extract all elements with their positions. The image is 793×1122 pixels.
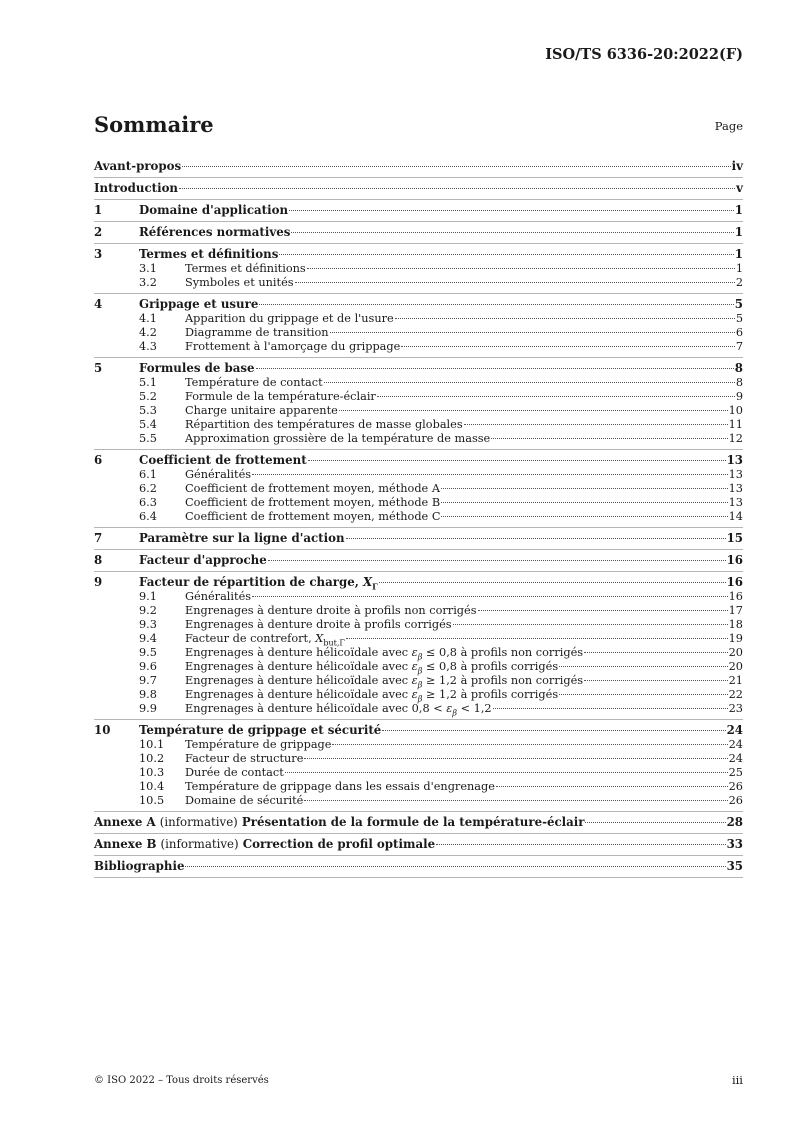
toc-label: Engrenages à denture droite à profils non corrigés — [185, 604, 477, 617]
toc-subentry[interactable] — [94, 590, 743, 604]
toc-page-number: 13 — [728, 482, 743, 495]
toc-subentry[interactable] — [94, 340, 743, 354]
toc-subentry[interactable] — [94, 468, 743, 482]
dot-leader — [330, 332, 735, 333]
toc-label: Paramètre sur la ligne d'action — [139, 531, 345, 545]
dot-leader — [496, 786, 728, 787]
toc-page-number: 18 — [728, 618, 743, 631]
toc-number: 9.8 — [139, 688, 157, 701]
toc-number: 6 — [94, 453, 103, 467]
toc-page-number: 8 — [734, 361, 743, 375]
toc-label: Engrenages à denture hélicoïdale avec $\varepsilon_\beta \ge 1,2$ à profils non corrigés — [185, 674, 584, 690]
dot-leader — [559, 694, 728, 695]
toc-page-number: 15 — [726, 531, 743, 545]
dot-leader — [395, 318, 735, 319]
toc-entry[interactable] — [94, 224, 743, 240]
toc-entry[interactable] — [94, 836, 743, 852]
toc-number: 10.4 — [139, 780, 165, 793]
toc-label: Introduction — [94, 181, 179, 195]
page-number: iii — [731, 1073, 743, 1087]
toc-label: Annexe A (informative) Présentation de la formule de la température-éclair — [94, 815, 585, 829]
toc-group — [94, 528, 743, 550]
toc-number: 5.5 — [139, 432, 157, 445]
toc-group — [94, 156, 743, 178]
toc-label: Coefficient de frottement moyen, méthode C — [185, 510, 441, 523]
toc-label: Engrenages à denture hélicoïdale avec $\varepsilon_\beta \le 0,8$ à profils non corrigés — [185, 646, 584, 662]
toc-subentry[interactable] — [94, 738, 743, 752]
toc-number: 5.1 — [139, 376, 157, 389]
toc-entry[interactable] — [94, 180, 743, 196]
dot-leader — [441, 516, 727, 517]
toc-subentry[interactable] — [94, 376, 743, 390]
toc-page-number: 16 — [728, 590, 743, 603]
toc-page-number: 14 — [728, 510, 743, 523]
dot-leader — [453, 624, 728, 625]
toc-number: 6.2 — [139, 482, 157, 495]
toc-label: Engrenages à denture hélicoïdale avec $\varepsilon_\beta \le 0,8$ à profils corrigés — [185, 660, 559, 676]
toc-label: Diagramme de transition — [185, 326, 329, 339]
dot-leader — [436, 844, 725, 845]
toc-number: 9 — [94, 575, 103, 589]
dot-leader — [182, 166, 730, 167]
toc-page-number: 35 — [726, 859, 743, 873]
toc-entry[interactable] — [94, 814, 743, 830]
toc-label: Apparition du grippage et de l'usure — [185, 312, 394, 325]
toc-page-number: 25 — [728, 766, 743, 779]
toc-subentry[interactable] — [94, 780, 743, 794]
toc-label: Répartition des températures de masse globales — [185, 418, 463, 431]
toc-page-number: 23 — [728, 702, 743, 715]
dot-leader — [478, 610, 728, 611]
toc-page-number: 16 — [726, 575, 743, 589]
toc-label: Facteur de contrefort, $X_{but,\Gamma}$ — [185, 632, 345, 648]
toc-label: Approximation grossière de la température de masse — [185, 432, 491, 445]
toc-label: Formules de base — [139, 361, 255, 375]
dot-leader — [493, 708, 728, 709]
toc-page-number: 20 — [728, 660, 743, 673]
toc-number: 6.4 — [139, 510, 157, 523]
dot-leader — [346, 538, 726, 539]
dot-leader — [339, 410, 728, 411]
dot-leader — [379, 582, 726, 583]
toc-label: Coefficient de frottement moyen, méthode A — [185, 482, 440, 495]
dot-leader — [584, 680, 728, 681]
toc-number: 10 — [94, 723, 111, 737]
toc-page-number: v — [736, 181, 743, 195]
dot-leader — [332, 744, 727, 745]
toc-entry[interactable] — [94, 158, 743, 174]
toc-page-number: 20 — [728, 646, 743, 659]
toc-label: Facteur de répartition de charge, $X_\Gamma$ — [139, 575, 378, 592]
toc-entry[interactable] — [94, 858, 743, 874]
toc-page-number: 13 — [728, 468, 743, 481]
toc-label: Bibliographie — [94, 859, 185, 873]
toc-label: Facteur de structure — [185, 752, 304, 765]
dot-leader — [295, 282, 735, 283]
toc-label: Température de contact — [185, 376, 323, 389]
dot-leader — [179, 188, 735, 189]
dot-leader — [324, 382, 735, 383]
dot-leader — [584, 652, 728, 653]
toc-number: 5.3 — [139, 404, 157, 417]
toc-number: 7 — [94, 531, 103, 545]
toc-subentry[interactable] — [94, 432, 743, 446]
toc-group — [94, 450, 743, 528]
dot-leader — [268, 560, 726, 561]
dot-leader — [185, 866, 725, 867]
toc-subentry[interactable] — [94, 702, 743, 716]
toc-number: 4.1 — [139, 312, 157, 325]
toc-page-number: 21 — [728, 674, 743, 687]
toc-page-number: 1 — [735, 262, 743, 275]
toc-page-number: 19 — [728, 632, 743, 645]
toc-entry[interactable] — [94, 202, 743, 218]
toc-subentry[interactable] — [94, 276, 743, 290]
toc-number: 9.2 — [139, 604, 157, 617]
toc-number: 4.3 — [139, 340, 157, 353]
toc-subentry[interactable] — [94, 646, 743, 660]
toc-subentry[interactable] — [94, 262, 743, 276]
toc-number: 3.2 — [139, 276, 157, 289]
toc-number: 10.1 — [139, 738, 165, 751]
toc-subentry[interactable] — [94, 752, 743, 766]
toc-label: Termes et définitions — [185, 262, 306, 275]
toc-page-number: 13 — [726, 453, 743, 467]
toc-subentry[interactable] — [94, 688, 743, 702]
dot-leader — [289, 210, 734, 211]
toc-group — [94, 294, 743, 358]
toc-label: Annexe B (informative) Correction de profil optimale — [94, 837, 436, 851]
toc-page-number: 12 — [728, 432, 743, 445]
toc-page-number: 33 — [726, 837, 743, 851]
toc-label: Généralités — [185, 590, 252, 603]
toc-page-number: 1 — [734, 247, 743, 261]
toc-label: Formule de la température-éclair — [185, 390, 376, 403]
toc-page-number: 1 — [734, 203, 743, 217]
toc-label: Domaine d'application — [139, 203, 289, 217]
toc-label: Facteur d'approche — [139, 553, 267, 567]
toc-page-number: 13 — [728, 496, 743, 509]
toc-group — [94, 550, 743, 572]
toc-page-number: iv — [731, 159, 743, 173]
toc-entry[interactable] — [94, 452, 743, 468]
dot-leader — [291, 232, 733, 233]
toc-page-number: 16 — [726, 553, 743, 567]
table-of-contents — [94, 156, 743, 878]
toc-subentry[interactable] — [94, 632, 743, 646]
toc-group — [94, 222, 743, 244]
toc-number: 3.1 — [139, 262, 157, 275]
toc-number: 9.7 — [139, 674, 157, 687]
dot-leader — [401, 346, 734, 347]
toc-group — [94, 178, 743, 200]
toc-page-number: 24 — [726, 723, 743, 737]
toc-group — [94, 812, 743, 834]
dot-leader — [304, 758, 727, 759]
toc-page-number: 11 — [728, 418, 743, 431]
toc-page-number: 5 — [735, 312, 743, 325]
toc-entry[interactable] — [94, 530, 743, 546]
toc-entry[interactable] — [94, 574, 743, 590]
toc-number: 6.1 — [139, 468, 157, 481]
toc-label: Engrenages à denture hélicoïdale avec $0,8 < \varepsilon_\beta < 1,2$ — [185, 702, 492, 718]
dot-leader — [585, 822, 725, 823]
toc-label: Durée de contact — [185, 766, 284, 779]
toc-subentry[interactable] — [94, 674, 743, 688]
toc-page-number: 28 — [726, 815, 743, 829]
dot-leader — [285, 772, 728, 773]
toc-page-number: 5 — [734, 297, 743, 311]
toc-label: Termes et définitions — [139, 247, 279, 261]
toc-number: 8 — [94, 553, 103, 567]
toc-number: 10.2 — [139, 752, 165, 765]
toc-page-number: 22 — [728, 688, 743, 701]
toc-number: 9.5 — [139, 646, 157, 659]
toc-number: 6.3 — [139, 496, 157, 509]
toc-page-number: 26 — [728, 780, 743, 793]
toc-label: Grippage et usure — [139, 297, 259, 311]
toc-page-number: 24 — [728, 752, 743, 765]
toc-subentry[interactable] — [94, 794, 743, 808]
toc-number: 4.2 — [139, 326, 157, 339]
toc-group — [94, 856, 743, 878]
toc-label: Charge unitaire apparente — [185, 404, 338, 417]
toc-entry[interactable] — [94, 722, 743, 738]
toc-subentry[interactable] — [94, 604, 743, 618]
toc-label: Généralités — [185, 468, 252, 481]
toc-label: Engrenages à denture hélicoïdale avec $\varepsilon_\beta \ge 1,2$ à profils corrigés — [185, 688, 559, 704]
toc-subentry[interactable] — [94, 496, 743, 510]
dot-leader — [256, 368, 734, 369]
dot-leader — [307, 268, 735, 269]
toc-number: 5.2 — [139, 390, 157, 403]
toc-number: 9.4 — [139, 632, 157, 645]
toc-label: Température de grippage — [185, 738, 332, 751]
toc-subentry[interactable] — [94, 404, 743, 418]
toc-subentry[interactable] — [94, 766, 743, 780]
toc-label: Avant-propos — [94, 159, 182, 173]
dot-leader — [308, 460, 726, 461]
toc-page-number: 24 — [728, 738, 743, 751]
page-title: Sommaire — [94, 112, 214, 137]
toc-label: Coefficient de frottement moyen, méthode B — [185, 496, 441, 509]
toc-subentry[interactable] — [94, 326, 743, 340]
toc-group — [94, 200, 743, 222]
toc-page-number: 17 — [728, 604, 743, 617]
toc-subentry[interactable] — [94, 418, 743, 432]
dot-leader — [377, 396, 735, 397]
toc-page-number: 9 — [735, 390, 743, 403]
toc-number: 9.3 — [139, 618, 157, 631]
toc-entry[interactable] — [94, 360, 743, 376]
toc-number: 9.9 — [139, 702, 157, 715]
toc-label: Domaine de sécurité — [185, 794, 304, 807]
toc-number: 2 — [94, 225, 103, 239]
document-reference: ISO/TS 6336-20:2022(F) — [545, 46, 743, 63]
toc-label: Engrenages à denture droite à profils corrigés — [185, 618, 452, 631]
toc-number: 4 — [94, 297, 103, 311]
toc-subentry[interactable] — [94, 312, 743, 326]
page-column-label: Page — [714, 119, 743, 133]
toc-group — [94, 244, 743, 294]
toc-number: 9.6 — [139, 660, 157, 673]
toc-group — [94, 720, 743, 812]
dot-leader — [441, 488, 728, 489]
dot-leader — [382, 730, 725, 731]
toc-page-number: 26 — [728, 794, 743, 807]
copyright-notice: © ISO 2022 – Tous droits réservés — [94, 1075, 269, 1086]
toc-label: Frottement à l'amorçage du grippage — [185, 340, 401, 353]
toc-number: 1 — [94, 203, 103, 217]
toc-page-number: 7 — [735, 340, 743, 353]
toc-number: 5 — [94, 361, 103, 375]
toc-number: 9.1 — [139, 590, 157, 603]
toc-subentry[interactable] — [94, 510, 743, 524]
dot-leader — [279, 254, 733, 255]
toc-subentry[interactable] — [94, 618, 743, 632]
toc-subentry[interactable] — [94, 390, 743, 404]
toc-subentry[interactable] — [94, 660, 743, 674]
dot-leader — [491, 438, 727, 439]
toc-page-number: 6 — [735, 326, 743, 339]
dot-leader — [304, 800, 727, 801]
toc-subentry[interactable] — [94, 482, 743, 496]
toc-label: Température de grippage et sécurité — [139, 723, 382, 737]
toc-page-number: 8 — [735, 376, 743, 389]
toc-number: 10.5 — [139, 794, 165, 807]
toc-number: 5.4 — [139, 418, 157, 431]
toc-group — [94, 834, 743, 856]
toc-entry[interactable] — [94, 246, 743, 262]
dot-leader — [252, 474, 728, 475]
toc-number: 3 — [94, 247, 103, 261]
toc-page-number: 10 — [728, 404, 743, 417]
dot-leader — [346, 638, 728, 639]
dot-leader — [441, 502, 728, 503]
toc-number: 10.3 — [139, 766, 165, 779]
dot-leader — [252, 596, 728, 597]
toc-label: Coefficient de frottement — [139, 453, 307, 467]
toc-page-number: 1 — [734, 225, 743, 239]
dot-leader — [559, 666, 728, 667]
toc-label: Température de grippage dans les essais d'engrenage — [185, 780, 495, 793]
toc-group — [94, 572, 743, 720]
toc-entry[interactable] — [94, 296, 743, 312]
toc-label: Symboles et unités — [185, 276, 294, 289]
toc-group — [94, 358, 743, 450]
toc-entry[interactable] — [94, 552, 743, 568]
dot-leader — [259, 304, 733, 305]
dot-leader — [464, 424, 728, 425]
toc-label: Références normatives — [139, 225, 291, 239]
toc-page-number: 2 — [735, 276, 743, 289]
